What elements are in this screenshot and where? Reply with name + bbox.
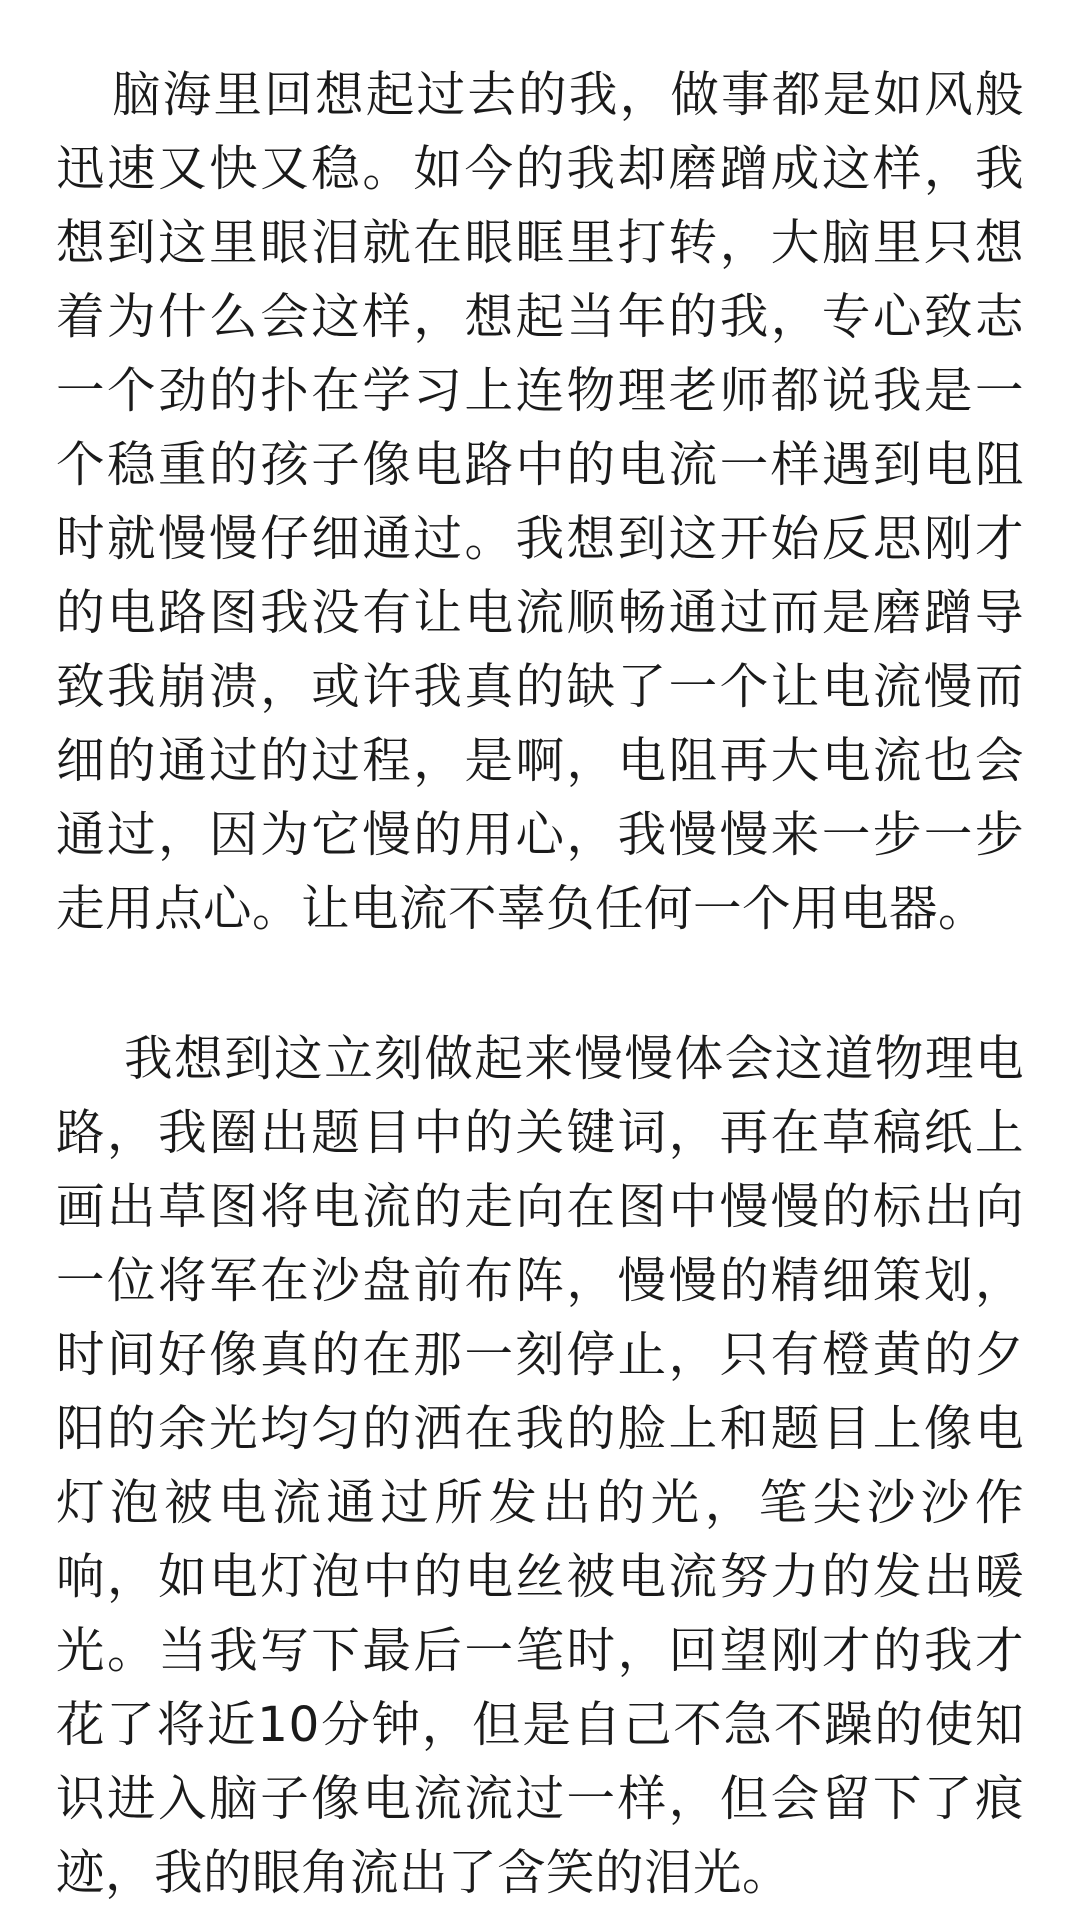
paragraph-1: 脑海里回想起过去的我，做事都是如风般迅速又快又稳。如今的我却磨蹭成这样，我想到这里眼泪就在眼眶里打转，大脑里只想着为什么会这样，想起当年的我，专心致志一个劲的扑在学习上连物理老师都说我是一个稳重的孩子像电路中的电流一样遇到电阻时就慢慢仔细通过。我想到这开始反思刚才的电路图我没有让电流顺畅通过而是磨蹭导致我崩溃，或许我真的缺了一个让电流慢而细的通过的过程，是啊，电阻再大电流也会通过，因为它慢的用心，我慢慢来一步一步走用点心。让电流不辜负任何一个用电器。 [56, 67, 1024, 937]
paragraph-2: 我想到这立刻做起来慢慢体会这道物理电路，我圈出题目中的关键词，再在草稿纸上画出草图将电流的走向在图中慢慢的标出向一位将军在沙盘前布阵，慢慢的精细策划，时间好像真的在那一刻停止，只有橙黄的夕阳的余光均匀的洒在我的脸上和题目上像电灯泡被电流通过所发出的光，笔尖沙沙作响，如电灯泡中的电丝被电流努力的发出暖光。当我写下最后一笔时，回望刚才的我才花了将近10分钟，但是自己不急不躁的使知识进入脑子像电流流过一样，但会留下了痕迹，我的眼角流出了含笑的泪光。 [56, 1031, 1024, 1901]
